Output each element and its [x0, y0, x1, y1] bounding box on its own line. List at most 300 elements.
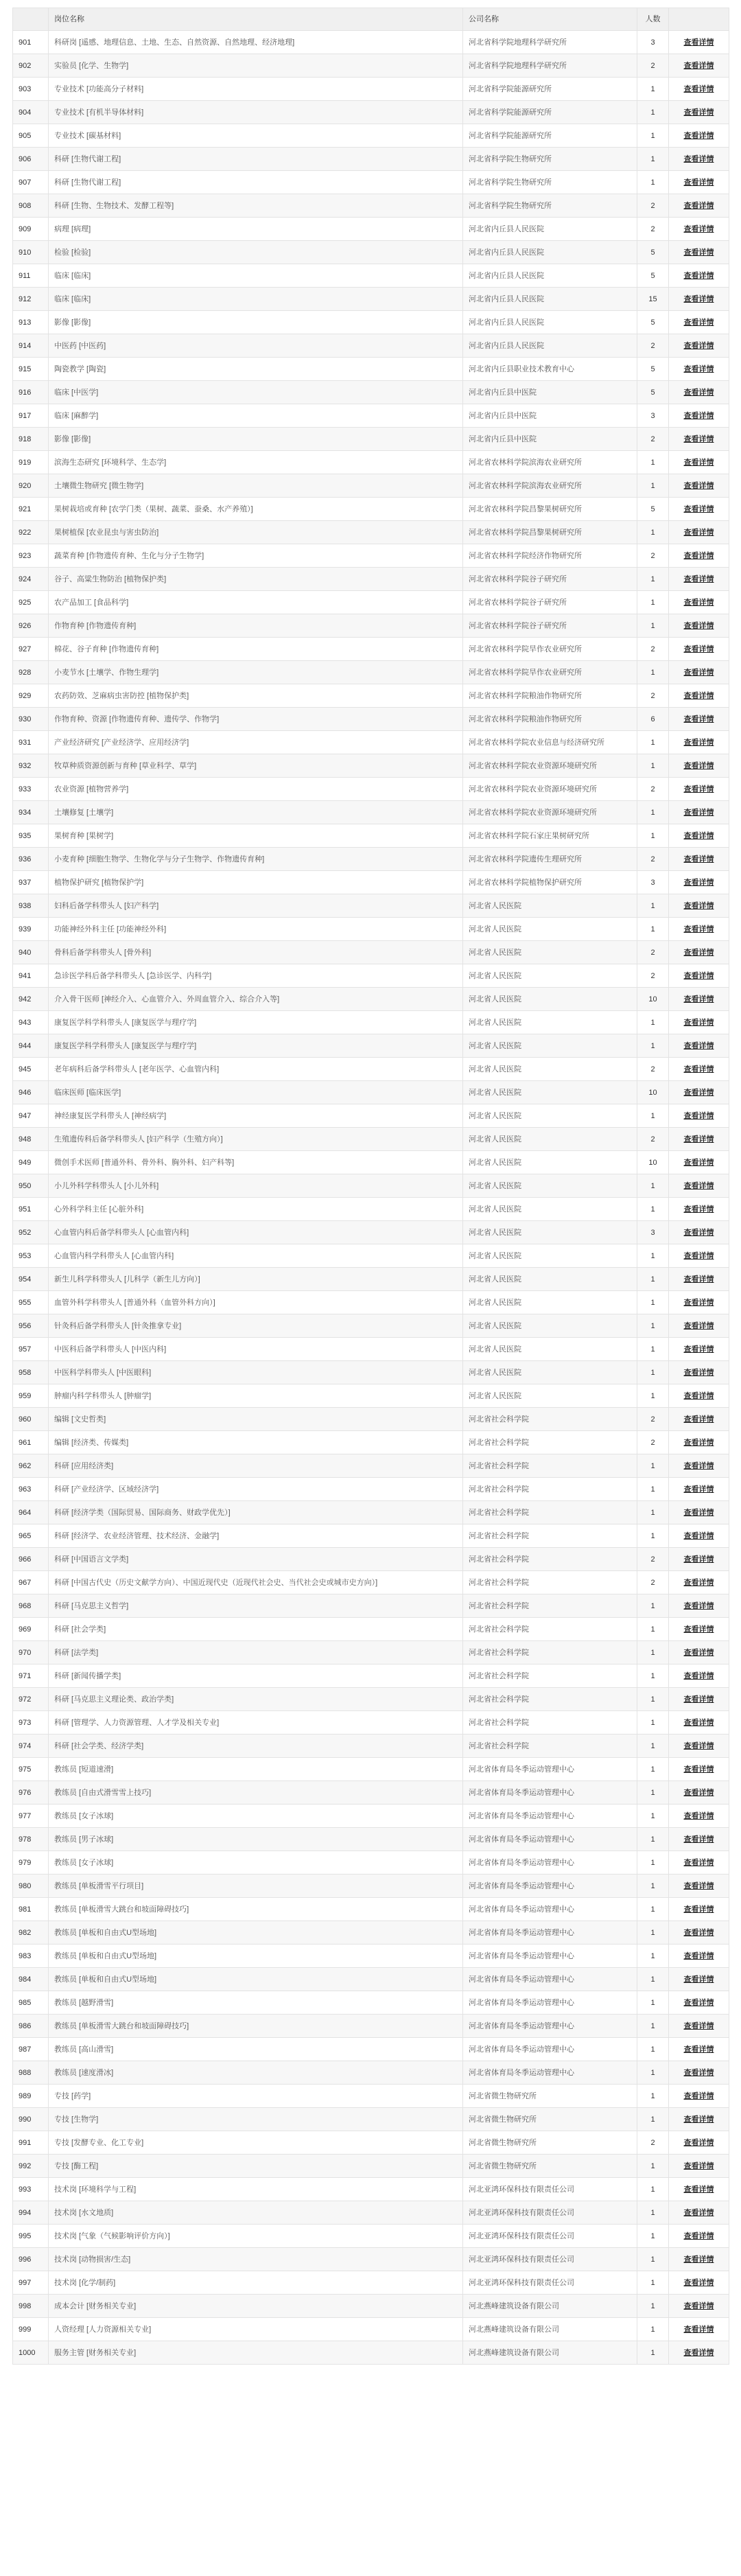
view-details-link[interactable]: 查看详情 [683, 901, 714, 910]
position-name: 中医科后备学科带头人 [中医内科] [49, 1338, 463, 1361]
view-details-link[interactable]: 查看详情 [683, 691, 714, 700]
row-action-cell [669, 1081, 729, 1104]
view-details-link[interactable]: 查看详情 [683, 2255, 714, 2264]
view-details-link[interactable]: 查看详情 [683, 1928, 714, 1937]
view-details-link[interactable]: 查看详情 [683, 761, 714, 770]
table-row [13, 918, 729, 941]
position-name: 生殖遗传科后备学科带头人 [妇产科学（生殖方向）] [49, 1128, 463, 1151]
row-index: 961 [13, 1431, 49, 1454]
company-name: 河北省科学院生物研究所 [463, 171, 637, 194]
position-name: 农业资源 [植物营养学] [49, 778, 463, 801]
row-action-cell [669, 451, 729, 474]
headcount: 2 [637, 778, 669, 801]
position-name: 临床医师 [临床医学] [49, 1081, 463, 1104]
position-name: 新生儿科学科带头人 [儿科学（新生儿方向）] [49, 1268, 463, 1291]
view-details-link[interactable]: 查看详情 [683, 178, 714, 187]
view-details-link[interactable]: 查看详情 [683, 1041, 714, 1050]
row-action-cell [669, 1361, 729, 1384]
view-details-link[interactable]: 查看详情 [683, 1625, 714, 1634]
view-details-link[interactable]: 查看详情 [683, 38, 714, 47]
headcount: 1 [637, 1898, 669, 1921]
position-name: 影像 [影像] [49, 311, 463, 334]
company-name: 河北省社会科学院 [463, 1571, 637, 1594]
headcount: 1 [637, 1921, 669, 1945]
table-row [13, 498, 729, 521]
view-details-link[interactable]: 查看详情 [683, 61, 714, 70]
table-row [13, 1221, 729, 1244]
view-details-link[interactable]: 查看详情 [683, 1298, 714, 1307]
view-details-link[interactable]: 查看详情 [683, 1135, 714, 1144]
table-row [13, 2085, 729, 2108]
row-index: 981 [13, 1898, 49, 1921]
position-name: 教练员 [越野滑雪] [49, 1991, 463, 2015]
row-action-cell [669, 1594, 729, 1618]
view-details-link[interactable]: 查看详情 [683, 2325, 714, 2334]
row-index: 950 [13, 1174, 49, 1198]
view-details-link[interactable]: 查看详情 [683, 1228, 714, 1237]
table-row [13, 1291, 729, 1314]
company-name: 河北省体育局冬季运动管理中心 [463, 1781, 637, 1805]
view-details-link[interactable]: 查看详情 [683, 1718, 714, 1727]
view-details-link[interactable]: 查看详情 [683, 411, 714, 420]
table-row [13, 241, 729, 264]
table-row [13, 1198, 729, 1221]
table-row [13, 521, 729, 544]
view-details-link[interactable]: 查看详情 [683, 668, 714, 677]
row-action-cell [669, 871, 729, 894]
row-index: 921 [13, 498, 49, 521]
row-action-cell [669, 1104, 729, 1128]
view-details-link[interactable]: 查看详情 [683, 2208, 714, 2217]
view-details-link[interactable]: 查看详情 [683, 1998, 714, 2007]
view-details-link[interactable]: 查看详情 [683, 1695, 714, 1704]
view-details-link[interactable]: 查看详情 [683, 785, 714, 793]
row-index: 925 [13, 591, 49, 614]
row-action-cell [669, 148, 729, 171]
row-index: 902 [13, 54, 49, 78]
view-details-link[interactable]: 查看详情 [683, 1251, 714, 1260]
view-details-link[interactable]: 查看详情 [683, 2161, 714, 2170]
table-row [13, 2201, 729, 2225]
position-name: 植物保护研究 [植物保护学] [49, 871, 463, 894]
row-action-cell [669, 1151, 729, 1174]
position-name: 专业技术 [有机半导体材料] [49, 101, 463, 124]
view-details-link[interactable]: 查看详情 [683, 2348, 714, 2357]
row-index: 965 [13, 1524, 49, 1548]
company-name: 河北省体育局冬季运动管理中心 [463, 1758, 637, 1781]
headcount: 1 [637, 1734, 669, 1758]
row-action-cell [669, 1314, 729, 1338]
headcount: 2 [637, 848, 669, 871]
header-count: 人数 [637, 8, 669, 31]
view-details-link[interactable]: 查看详情 [683, 1835, 714, 1844]
position-name: 陶瓷教学 [陶瓷] [49, 358, 463, 381]
row-action-cell [669, 2341, 729, 2365]
headcount: 3 [637, 871, 669, 894]
table-row [13, 894, 729, 918]
view-details-link[interactable]: 查看详情 [683, 1111, 714, 1120]
view-details-link[interactable]: 查看详情 [683, 248, 714, 257]
row-action-cell [669, 2271, 729, 2295]
headcount: 1 [637, 2038, 669, 2061]
table-row [13, 1734, 729, 1758]
position-name: 作物育种 [作物遗传育种] [49, 614, 463, 638]
row-action-cell [669, 1198, 729, 1221]
table-row [13, 2015, 729, 2038]
position-name: 专技 [生物学] [49, 2108, 463, 2131]
row-index: 971 [13, 1664, 49, 1688]
headcount: 5 [637, 358, 669, 381]
view-details-link[interactable]: 查看详情 [683, 2021, 714, 2030]
view-details-link[interactable]: 查看详情 [683, 1205, 714, 1214]
company-name: 河北省体育局冬季运动管理中心 [463, 1991, 637, 2015]
company-name: 河北省人民医院 [463, 1361, 637, 1384]
table-row [13, 1711, 729, 1734]
row-action-cell [669, 1805, 729, 1828]
view-details-link[interactable]: 查看详情 [683, 1601, 714, 1610]
position-name: 科研 [社会学类、经济学类] [49, 1734, 463, 1758]
row-index: 916 [13, 381, 49, 404]
headcount: 2 [637, 334, 669, 358]
view-details-link[interactable]: 查看详情 [683, 2045, 714, 2054]
position-name: 农产品加工 [食品科学] [49, 591, 463, 614]
row-action-cell [669, 521, 729, 544]
view-details-link[interactable]: 查看详情 [683, 1951, 714, 1960]
position-name: 血管外科学科带头人 [普通外科（血管外科方向）] [49, 1291, 463, 1314]
position-name: 临床 [中医学] [49, 381, 463, 404]
row-index: 978 [13, 1828, 49, 1851]
view-details-link[interactable]: 查看详情 [683, 1461, 714, 1470]
view-details-link[interactable]: 查看详情 [683, 108, 714, 117]
view-details-link[interactable]: 查看详情 [683, 2301, 714, 2310]
view-details-link[interactable]: 查看详情 [683, 201, 714, 210]
table-row [13, 428, 729, 451]
view-details-link[interactable]: 查看详情 [683, 1088, 714, 1097]
table-row [13, 591, 729, 614]
view-details-link[interactable]: 查看详情 [683, 434, 714, 443]
row-action-cell [669, 1384, 729, 1408]
view-details-link[interactable]: 查看详情 [683, 1368, 714, 1377]
view-details-link[interactable]: 查看详情 [683, 971, 714, 980]
view-details-link[interactable]: 查看详情 [683, 1391, 714, 1400]
view-details-link[interactable]: 查看详情 [683, 458, 714, 467]
row-action-cell [669, 288, 729, 311]
row-index: 988 [13, 2061, 49, 2085]
company-name: 河北亚鸿环保科技有限责任公司 [463, 2271, 637, 2295]
view-details-link[interactable]: 查看详情 [683, 575, 714, 583]
table-row [13, 871, 729, 894]
view-details-link[interactable]: 查看详情 [683, 1811, 714, 1820]
company-name: 河北省农林科学院旱作农业研究所 [463, 638, 637, 661]
view-details-link[interactable]: 查看详情 [683, 528, 714, 537]
company-name: 河北省农林科学院石家庄果树研究所 [463, 824, 637, 848]
position-name: 服务主管 [财务相关专业] [49, 2341, 463, 2365]
view-details-link[interactable]: 查看详情 [683, 995, 714, 1003]
company-name: 河北省人民医院 [463, 918, 637, 941]
position-name: 技术岗 [气象（气候影响评价方向）] [49, 2225, 463, 2248]
company-name: 河北省微生物研究所 [463, 2155, 637, 2178]
row-action-cell [669, 1921, 729, 1945]
view-details-link[interactable]: 查看详情 [683, 154, 714, 163]
row-index: 969 [13, 1618, 49, 1641]
position-name: 微创手术医师 [普通外科、骨外科、胸外科、妇产科等] [49, 1151, 463, 1174]
headcount: 1 [637, 1384, 669, 1408]
view-details-link[interactable]: 查看详情 [683, 878, 714, 887]
company-name: 河北省社会科学院 [463, 1618, 637, 1641]
view-details-link[interactable]: 查看详情 [683, 1275, 714, 1284]
table-row [13, 288, 729, 311]
view-details-link[interactable]: 查看详情 [683, 831, 714, 840]
headcount: 1 [637, 2178, 669, 2201]
position-name: 专技 [酶工程] [49, 2155, 463, 2178]
company-name: 河北省农林科学院农业资源环境研究所 [463, 801, 637, 824]
company-name: 河北省农林科学院昌黎果树研究所 [463, 498, 637, 521]
headcount: 1 [637, 661, 669, 684]
view-details-link[interactable]: 查看详情 [683, 1485, 714, 1494]
view-details-link[interactable]: 查看详情 [683, 1975, 714, 1984]
row-action-cell [669, 2061, 729, 2085]
view-details-link[interactable]: 查看详情 [683, 1158, 714, 1167]
table-row [13, 661, 729, 684]
company-name: 河北省内丘县中医院 [463, 404, 637, 428]
view-details-link[interactable]: 查看详情 [683, 1881, 714, 1890]
row-action-cell [669, 2295, 729, 2318]
row-index: 977 [13, 1805, 49, 1828]
headcount: 1 [637, 1711, 669, 1734]
headcount: 2 [637, 2131, 669, 2155]
row-index: 955 [13, 1291, 49, 1314]
view-details-link[interactable]: 查看详情 [683, 1415, 714, 1424]
row-index: 919 [13, 451, 49, 474]
table-row [13, 381, 729, 404]
headcount: 1 [637, 1268, 669, 1291]
row-action-cell [669, 1291, 729, 1314]
row-index: 992 [13, 2155, 49, 2178]
position-name: 病理 [病理] [49, 218, 463, 241]
table-row [13, 1851, 729, 1875]
row-index: 967 [13, 1571, 49, 1594]
position-name: 功能神经外科主任 [功能神经外科] [49, 918, 463, 941]
row-action-cell [669, 2178, 729, 2201]
view-details-link[interactable]: 查看详情 [683, 1858, 714, 1867]
view-details-link[interactable]: 查看详情 [683, 224, 714, 233]
headcount: 5 [637, 264, 669, 288]
view-details-link[interactable]: 查看详情 [683, 645, 714, 653]
row-index: 939 [13, 918, 49, 941]
view-details-link[interactable]: 查看详情 [683, 1788, 714, 1797]
view-details-link[interactable]: 查看详情 [683, 738, 714, 747]
company-name: 河北省社会科学院 [463, 1664, 637, 1688]
view-details-link[interactable]: 查看详情 [683, 948, 714, 957]
position-name: 教练员 [单板和自由式U型场地] [49, 1921, 463, 1945]
view-details-link[interactable]: 查看详情 [683, 1181, 714, 1190]
view-details-link[interactable]: 查看详情 [683, 294, 714, 303]
position-name: 牧草种质资源创新与育种 [草业科学、草学] [49, 754, 463, 778]
position-name: 康复医学科学科带头人 [康复医学与理疗学] [49, 1034, 463, 1058]
view-details-link[interactable]: 查看详情 [683, 715, 714, 723]
row-index: 938 [13, 894, 49, 918]
row-action-cell [669, 544, 729, 568]
table-row [13, 1921, 729, 1945]
view-details-link[interactable]: 查看详情 [683, 855, 714, 863]
view-details-link[interactable]: 查看详情 [683, 271, 714, 280]
row-index: 944 [13, 1034, 49, 1058]
view-details-link[interactable]: 查看详情 [683, 808, 714, 817]
company-name: 河北省微生物研究所 [463, 2085, 637, 2108]
row-action-cell [669, 1664, 729, 1688]
position-name: 果树植保 [农业昆虫与害虫防治] [49, 521, 463, 544]
position-name: 科研 [马克思主义理论类、政治学类] [49, 1688, 463, 1711]
row-index: 999 [13, 2318, 49, 2341]
company-name: 河北省人民医院 [463, 1338, 637, 1361]
view-details-link[interactable]: 查看详情 [683, 364, 714, 373]
headcount: 1 [637, 171, 669, 194]
company-name: 河北亚鸿环保科技有限责任公司 [463, 2178, 637, 2201]
company-name: 河北省科学院地理科学研究所 [463, 31, 637, 54]
table-row [13, 1501, 729, 1524]
row-index: 912 [13, 288, 49, 311]
row-action-cell [669, 918, 729, 941]
row-action-cell [669, 1945, 729, 1968]
company-name: 河北省社会科学院 [463, 1548, 637, 1571]
company-name: 河北省人民医院 [463, 941, 637, 964]
row-action-cell [669, 1268, 729, 1291]
row-action-cell [669, 54, 729, 78]
row-index: 976 [13, 1781, 49, 1805]
row-action-cell [669, 1128, 729, 1151]
row-action-cell [669, 78, 729, 101]
position-name: 谷子、高粱生物防治 [植物保护类] [49, 568, 463, 591]
header-company: 公司名称 [463, 8, 637, 31]
headcount: 1 [637, 1011, 669, 1034]
row-index: 923 [13, 544, 49, 568]
company-name: 河北省农林科学院植物保护研究所 [463, 871, 637, 894]
row-index: 903 [13, 78, 49, 101]
table-header [13, 8, 729, 31]
position-name: 科研 [生物代谢工程] [49, 171, 463, 194]
row-index: 1000 [13, 2341, 49, 2365]
company-name: 河北省社会科学院 [463, 1641, 637, 1664]
view-details-link[interactable]: 查看详情 [683, 598, 714, 607]
position-name: 专技 [药学] [49, 2085, 463, 2108]
headcount: 1 [637, 801, 669, 824]
headcount: 1 [637, 1244, 669, 1268]
view-details-link[interactable]: 查看详情 [683, 341, 714, 350]
view-details-link[interactable]: 查看详情 [683, 551, 714, 560]
row-index: 952 [13, 1221, 49, 1244]
company-name: 河北省人民医院 [463, 1104, 637, 1128]
view-details-link[interactable]: 查看详情 [683, 1555, 714, 1564]
view-details-link[interactable]: 查看详情 [683, 318, 714, 327]
table-row [13, 1314, 729, 1338]
view-details-link[interactable]: 查看详情 [683, 2278, 714, 2287]
headcount: 2 [637, 638, 669, 661]
view-details-link[interactable]: 查看详情 [683, 1438, 714, 1447]
table-row [13, 638, 729, 661]
row-index: 934 [13, 801, 49, 824]
headcount: 1 [637, 2108, 669, 2131]
view-details-link[interactable]: 查看详情 [683, 1578, 714, 1587]
view-details-link[interactable]: 查看详情 [683, 1648, 714, 1657]
company-name: 河北省人民医院 [463, 1034, 637, 1058]
row-index: 920 [13, 474, 49, 498]
headcount: 1 [637, 474, 669, 498]
row-index: 947 [13, 1104, 49, 1128]
company-name: 河北燕峰建筑设备有限公司 [463, 2341, 637, 2365]
headcount: 1 [637, 1454, 669, 1478]
row-action-cell [669, 428, 729, 451]
position-name: 针灸科后备学科带头人 [针灸推拿专业] [49, 1314, 463, 1338]
view-details-link[interactable]: 查看详情 [683, 84, 714, 93]
view-details-link[interactable]: 查看详情 [683, 1321, 714, 1330]
row-action-cell [669, 1034, 729, 1058]
headcount: 1 [637, 731, 669, 754]
headcount: 1 [637, 1688, 669, 1711]
view-details-link[interactable]: 查看详情 [683, 1345, 714, 1354]
row-index: 983 [13, 1945, 49, 1968]
view-details-link[interactable]: 查看详情 [683, 1065, 714, 1074]
row-index: 951 [13, 1198, 49, 1221]
company-name: 河北省人民医院 [463, 1221, 637, 1244]
position-name: 实验员 [化学、生物学] [49, 54, 463, 78]
view-details-link[interactable]: 查看详情 [683, 2091, 714, 2100]
table-row [13, 124, 729, 148]
view-details-link[interactable]: 查看详情 [683, 621, 714, 630]
view-details-link[interactable]: 查看详情 [683, 925, 714, 933]
view-details-link[interactable]: 查看详情 [683, 1671, 714, 1680]
company-name: 河北省人民医院 [463, 964, 637, 988]
company-name: 河北省人民医院 [463, 1198, 637, 1221]
headcount: 1 [637, 1361, 669, 1384]
view-details-link[interactable]: 查看详情 [683, 388, 714, 397]
view-details-link[interactable]: 查看详情 [683, 2115, 714, 2124]
view-details-link[interactable]: 查看详情 [683, 1905, 714, 1914]
view-details-link[interactable]: 查看详情 [683, 2231, 714, 2240]
view-details-link[interactable]: 查看详情 [683, 2138, 714, 2147]
row-index: 972 [13, 1688, 49, 1711]
view-details-link[interactable]: 查看详情 [683, 481, 714, 490]
view-details-link[interactable]: 查看详情 [683, 2185, 714, 2194]
row-index: 927 [13, 638, 49, 661]
company-name: 河北省人民医院 [463, 1291, 637, 1314]
row-action-cell [669, 1174, 729, 1198]
view-details-link[interactable]: 查看详情 [683, 131, 714, 140]
row-index: 932 [13, 754, 49, 778]
headcount: 1 [637, 101, 669, 124]
company-name: 河北燕峰建筑设备有限公司 [463, 2295, 637, 2318]
view-details-link[interactable]: 查看详情 [683, 1508, 714, 1517]
company-name: 河北省人民医院 [463, 1314, 637, 1338]
position-name: 急诊医学科后备学科带头人 [急诊医学、内科学] [49, 964, 463, 988]
headcount: 5 [637, 311, 669, 334]
view-details-link[interactable]: 查看详情 [683, 2068, 714, 2077]
position-name: 教练员 [短道速滑] [49, 1758, 463, 1781]
table-row [13, 1875, 729, 1898]
company-name: 河北省体育局冬季运动管理中心 [463, 2038, 637, 2061]
row-action-cell [669, 1571, 729, 1594]
view-details-link[interactable]: 查看详情 [683, 1741, 714, 1750]
position-name: 教练员 [男子冰球] [49, 1828, 463, 1851]
view-details-link[interactable]: 查看详情 [683, 1765, 714, 1774]
headcount: 2 [637, 428, 669, 451]
view-details-link[interactable]: 查看详情 [683, 504, 714, 513]
table-row [13, 2178, 729, 2201]
table-row [13, 451, 729, 474]
view-details-link[interactable]: 查看详情 [683, 1531, 714, 1540]
view-details-link[interactable]: 查看详情 [683, 1018, 714, 1027]
company-name: 河北省体育局冬季运动管理中心 [463, 1945, 637, 1968]
position-name: 科研 [中国古代史（历史文献学方向）、中国近现代史（近现代社会史、当代社会史或城市史方向）] [49, 1571, 463, 1594]
